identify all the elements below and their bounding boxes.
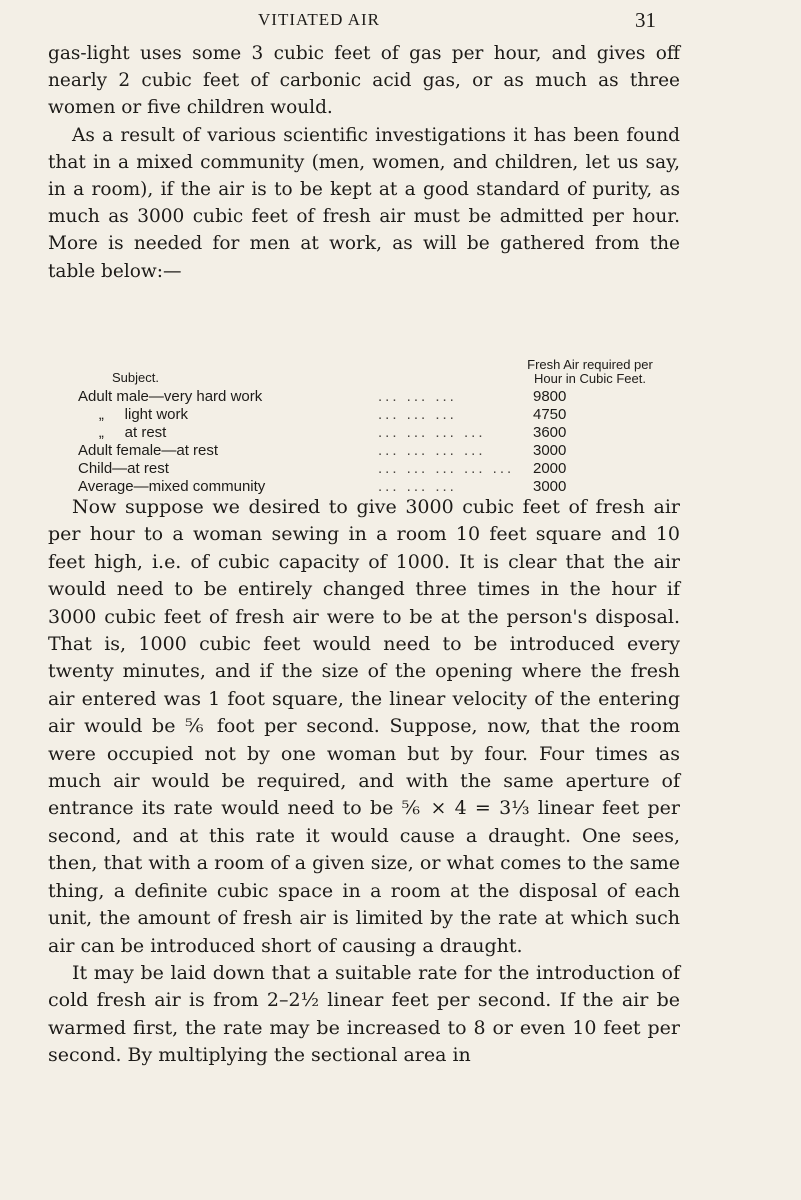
- paragraph: As a result of various scientific investigations it has been found that in a mixed community (men, women, and children, let us say, in a room), if the air is to be kept at a good standard of purity, as much as 3000 cubic feet of fresh air must be admitted per hour. More is needed for men at work, as will be gathered from the table below:—: [48, 124, 680, 282]
- column-header-fresh-air: [502, 358, 678, 386]
- paragraph: It may be laid down that a suitable rate for the introduction of cold fresh air is from 2–2½ linear feet per second. If the air be warmed first, the rate may be increased to 8 or even 10 feet per second. By multiplying the sectional area in: [48, 961, 680, 1067]
- table-row: [78, 406, 678, 424]
- row-value: 3000: [533, 442, 567, 459]
- row-label: Adult male—very hard work: [78, 388, 263, 405]
- column-header-fresh-air-line1: Fresh Air required per: [527, 357, 653, 372]
- dot-leader: ... ... ...: [378, 388, 457, 405]
- paragraph: Now suppose we desired to give 3000 cubic feet of fresh air per hour to a woman sewing in a room 10 feet square and 10 feet high, i.e. of cubic capacity of 1000. It is clear that the air would need to be entirely changed three times in the hour if 3000 cubic feet of fresh air were to be at the person's disposal. That is, 1000 cubic feet would need to be introduced every twenty minutes, and if the size of the opening where the fresh air entered was 1 foot square, the linear velocity of the entering air would be ⅚ foot per second. Suppose, now, that the room were occupied not by one woman but by four. Four times as much air would be required, and with the same aperture of entrance its rate would need to be ⅚ × 4 = 3⅓ linear feet per second, and at this rate it would cause a draught. One sees, then, that with a room of a given size, or what comes to the same thing, a definite cubic space in a room at the disposal of each unit, the amount of fresh air is limited by the rate at which such air can be introduced short of causing a draught.: [48, 496, 680, 957]
- column-header-fresh-air-line2: Hour in Cubic Feet.: [534, 371, 646, 386]
- table-row: [78, 460, 678, 478]
- page-number: 31: [635, 8, 656, 32]
- row-value: 2000: [533, 460, 567, 477]
- table-header: [78, 358, 678, 388]
- row-label: „ light work: [78, 406, 189, 423]
- row-label: „ at rest: [78, 424, 167, 441]
- dot-leader: ... ... ... ...: [378, 424, 486, 441]
- row-label: Adult female—at rest: [78, 442, 219, 459]
- top-text-block: [48, 40, 680, 285]
- row-value: 9800: [533, 388, 567, 405]
- fresh-air-table: [78, 358, 678, 496]
- bottom-text-block: [48, 494, 680, 1070]
- table-row: [78, 442, 678, 460]
- page-header: [0, 8, 801, 38]
- row-value: 3600: [533, 424, 567, 441]
- dot-leader: ... ... ...: [378, 478, 457, 495]
- row-label: Child—at rest: [78, 460, 169, 477]
- paragraph: gas-light uses some 3 cubic feet of gas per hour, and gives off nearly 2 cubic feet of carbonic acid gas, or as much as three women or five children would.: [48, 43, 680, 119]
- dot-leader: ... ... ... ... ...: [378, 460, 515, 477]
- row-value: 4750: [533, 406, 567, 423]
- dot-leader: ... ... ... ...: [378, 442, 486, 459]
- column-header-subject: Subject.: [112, 370, 159, 385]
- dot-leader: ... ... ...: [378, 406, 457, 423]
- running-head: VITIATED AIR: [258, 10, 381, 29]
- row-value: 3000: [533, 478, 567, 495]
- table-row: [78, 388, 678, 406]
- row-label: Average—mixed community: [78, 478, 266, 495]
- table-row: [78, 424, 678, 442]
